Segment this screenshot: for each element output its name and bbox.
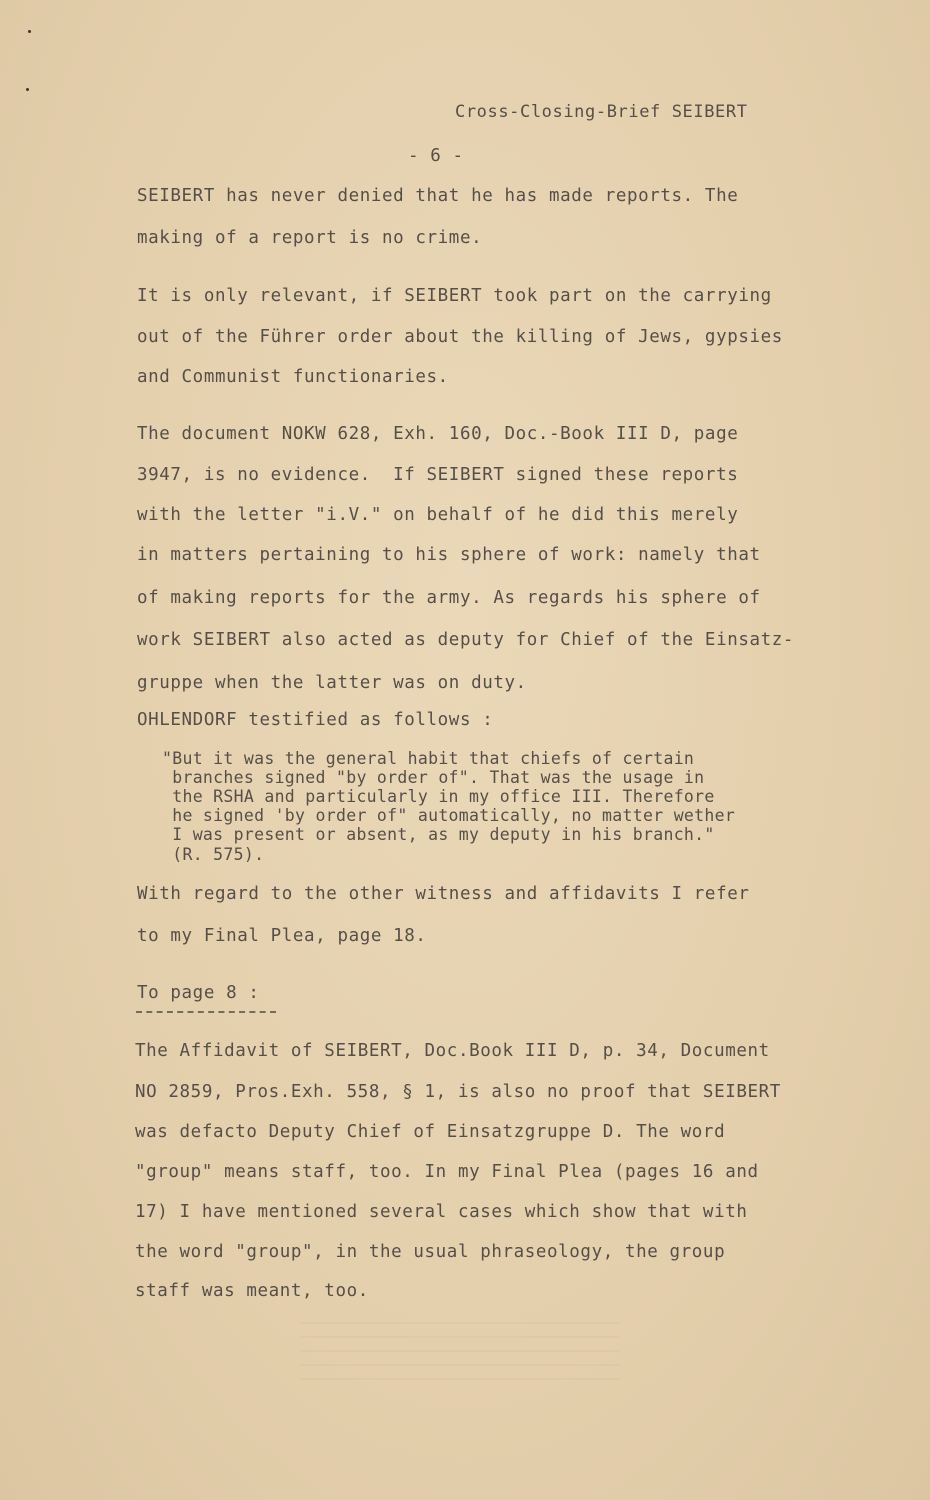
- paragraph-6-line-5: 17) I have mentioned several cases which show that with: [135, 1202, 748, 1222]
- heading-underline: [136, 1011, 276, 1013]
- section-heading: To page 8 :: [137, 983, 260, 1003]
- paragraph-5-line-1: With regard to the other witness and affidavits I refer: [137, 884, 750, 904]
- paragraph-3-line-6: work SEIBERT also acted as deputy for Chief of the Einsatz-: [137, 630, 795, 650]
- quote-line-4: he signed 'by order of" automatically, no matter wether: [162, 806, 736, 825]
- paragraph-3-line-4: in matters pertaining to his sphere of work: namely that: [137, 545, 761, 565]
- paragraph-6-line-3: was defacto Deputy Chief of Einsatzgruppe D. The word: [135, 1122, 726, 1142]
- paragraph-5-line-2: to my Final Plea, page 18.: [137, 926, 427, 946]
- page-number: - 6 -: [408, 146, 464, 166]
- paragraph-2-line-1: It is only relevant, if SEIBERT took part on the carrying: [137, 286, 772, 306]
- paragraph-2-line-2: out of the Führer order about the killing of Jews, gypsies: [137, 327, 783, 347]
- paragraph-6-line-4: "group" means staff, too. In my Final Plea (pages 16 and: [135, 1162, 759, 1182]
- paragraph-4-intro: OHLENDORF testified as follows :: [137, 710, 494, 730]
- quote-line-6: (R. 575).: [162, 845, 265, 864]
- bleed-through-mark: [300, 1310, 620, 1380]
- paragraph-3-line-1: The document NOKW 628, Exh. 160, Doc.-Book III D, page: [137, 424, 739, 444]
- paragraph-3-line-2: 3947, is no evidence. If SEIBERT signed these reports: [137, 465, 739, 485]
- paragraph-6-line-6: the word "group", in the usual phraseology, the group: [135, 1242, 726, 1262]
- quote-line-5: I was present or absent, as my deputy in his branch.": [162, 825, 715, 844]
- paper-speck: [26, 88, 29, 91]
- quote-line-3: the RSHA and particularly in my office III. Therefore: [162, 787, 715, 806]
- paragraph-3-line-5: of making reports for the army. As regards his sphere of: [137, 588, 761, 608]
- quote-line-2: branches signed "by order of". That was the usage in: [162, 768, 705, 787]
- paragraph-1-line-2: making of a report is no crime.: [137, 228, 483, 248]
- paragraph-6-line-2: NO 2859, Pros.Exh. 558, § 1, is also no proof that SEIBERT: [135, 1082, 781, 1102]
- paragraph-2-line-3: and Communist functionaries.: [137, 367, 449, 387]
- paragraph-1-line-1: SEIBERT has never denied that he has made reports. The: [137, 186, 739, 206]
- paragraph-6-line-1: The Affidavit of SEIBERT, Doc.Book III D, p. 34, Document: [135, 1041, 770, 1061]
- quote-line-1: "But it was the general habit that chiefs of certain: [162, 749, 695, 768]
- paragraph-3-line-3: with the letter "i.V." on behalf of he did this merely: [137, 505, 739, 525]
- header-title: Cross-Closing-Brief SEIBERT: [455, 102, 748, 122]
- paragraph-3-line-7: gruppe when the latter was on duty.: [137, 673, 527, 693]
- paragraph-6-line-7: staff was meant, too.: [135, 1281, 369, 1301]
- paper-speck: [28, 30, 31, 33]
